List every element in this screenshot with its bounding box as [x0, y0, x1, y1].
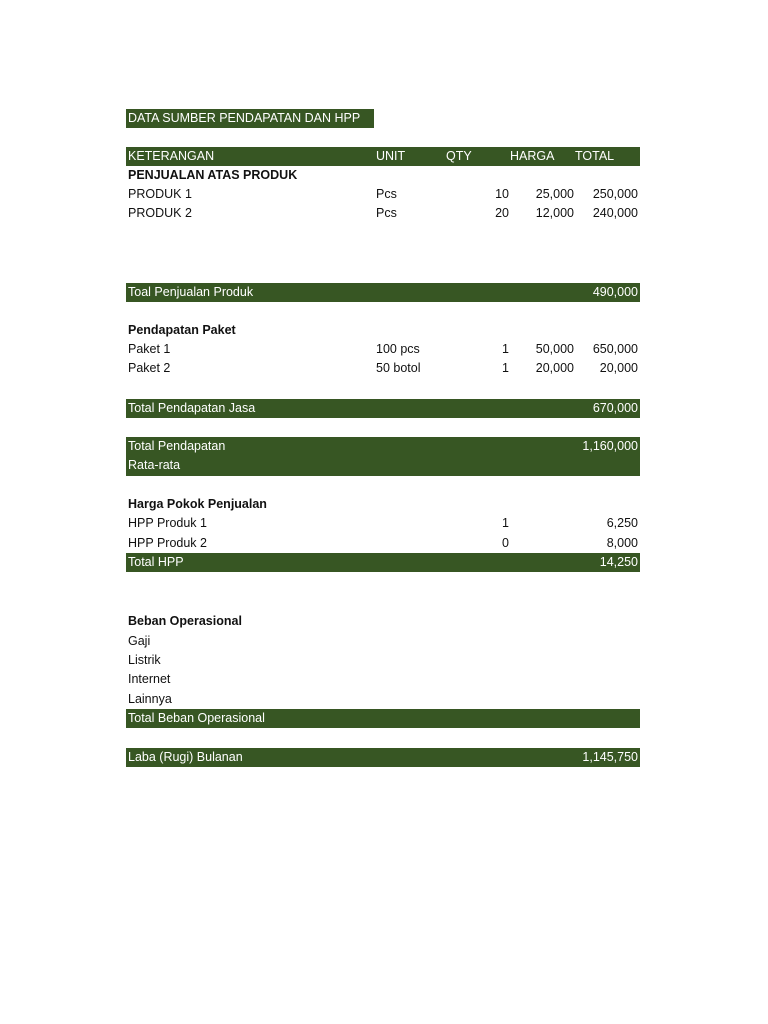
- section-heading-paket: Pendapatan Paket: [128, 323, 236, 337]
- table-row: Paket 2 50 botol 1 20,000 20,000: [128, 361, 638, 375]
- rata-rata-row: Rata-rata: [126, 456, 640, 476]
- table-row: PRODUK 2 Pcs 20 12,000 240,000: [128, 206, 638, 220]
- total-penjualan-row: Toal Penjualan Produk 490,000: [126, 283, 640, 302]
- section-heading-penjualan: PENJUALAN ATAS PRODUK: [128, 168, 298, 182]
- table-header: [126, 147, 640, 166]
- header-unit: UNIT: [376, 149, 406, 163]
- table-row: HPP Produk 2 0 8,000: [128, 536, 638, 550]
- list-item: Listrik: [128, 653, 161, 667]
- table-row: PRODUK 1 Pcs 10 25,000 250,000: [128, 187, 638, 201]
- list-item: Lainnya: [128, 692, 172, 706]
- list-item: Gaji: [128, 634, 151, 648]
- total-pendapatan-row: Total Pendapatan 1,160,000: [126, 437, 640, 456]
- header-keterangan: KETERANGAN: [128, 149, 215, 163]
- total-beban-row: Total Beban Operasional: [126, 709, 640, 728]
- table-row: Paket 1 100 pcs 1 50,000 650,000: [128, 342, 638, 356]
- table-row: HPP Produk 1 1 6,250: [128, 516, 638, 530]
- section-heading-hpp: Harga Pokok Penjualan: [128, 497, 267, 511]
- total-hpp-row: Total HPP 14,250: [126, 553, 640, 572]
- header-qty: QTY: [446, 149, 472, 163]
- section-heading-beban: Beban Operasional: [128, 614, 242, 628]
- laba-rugi-row: Laba (Rugi) Bulanan 1,145,750: [126, 748, 640, 767]
- header-harga: HARGA: [510, 149, 555, 163]
- list-item: Internet: [128, 672, 171, 686]
- header-total: TOTAL: [575, 149, 615, 163]
- total-jasa-row: Total Pendapatan Jasa 670,000: [126, 399, 640, 418]
- sheet-title: DATA SUMBER PENDAPATAN DAN HPP: [126, 109, 374, 128]
